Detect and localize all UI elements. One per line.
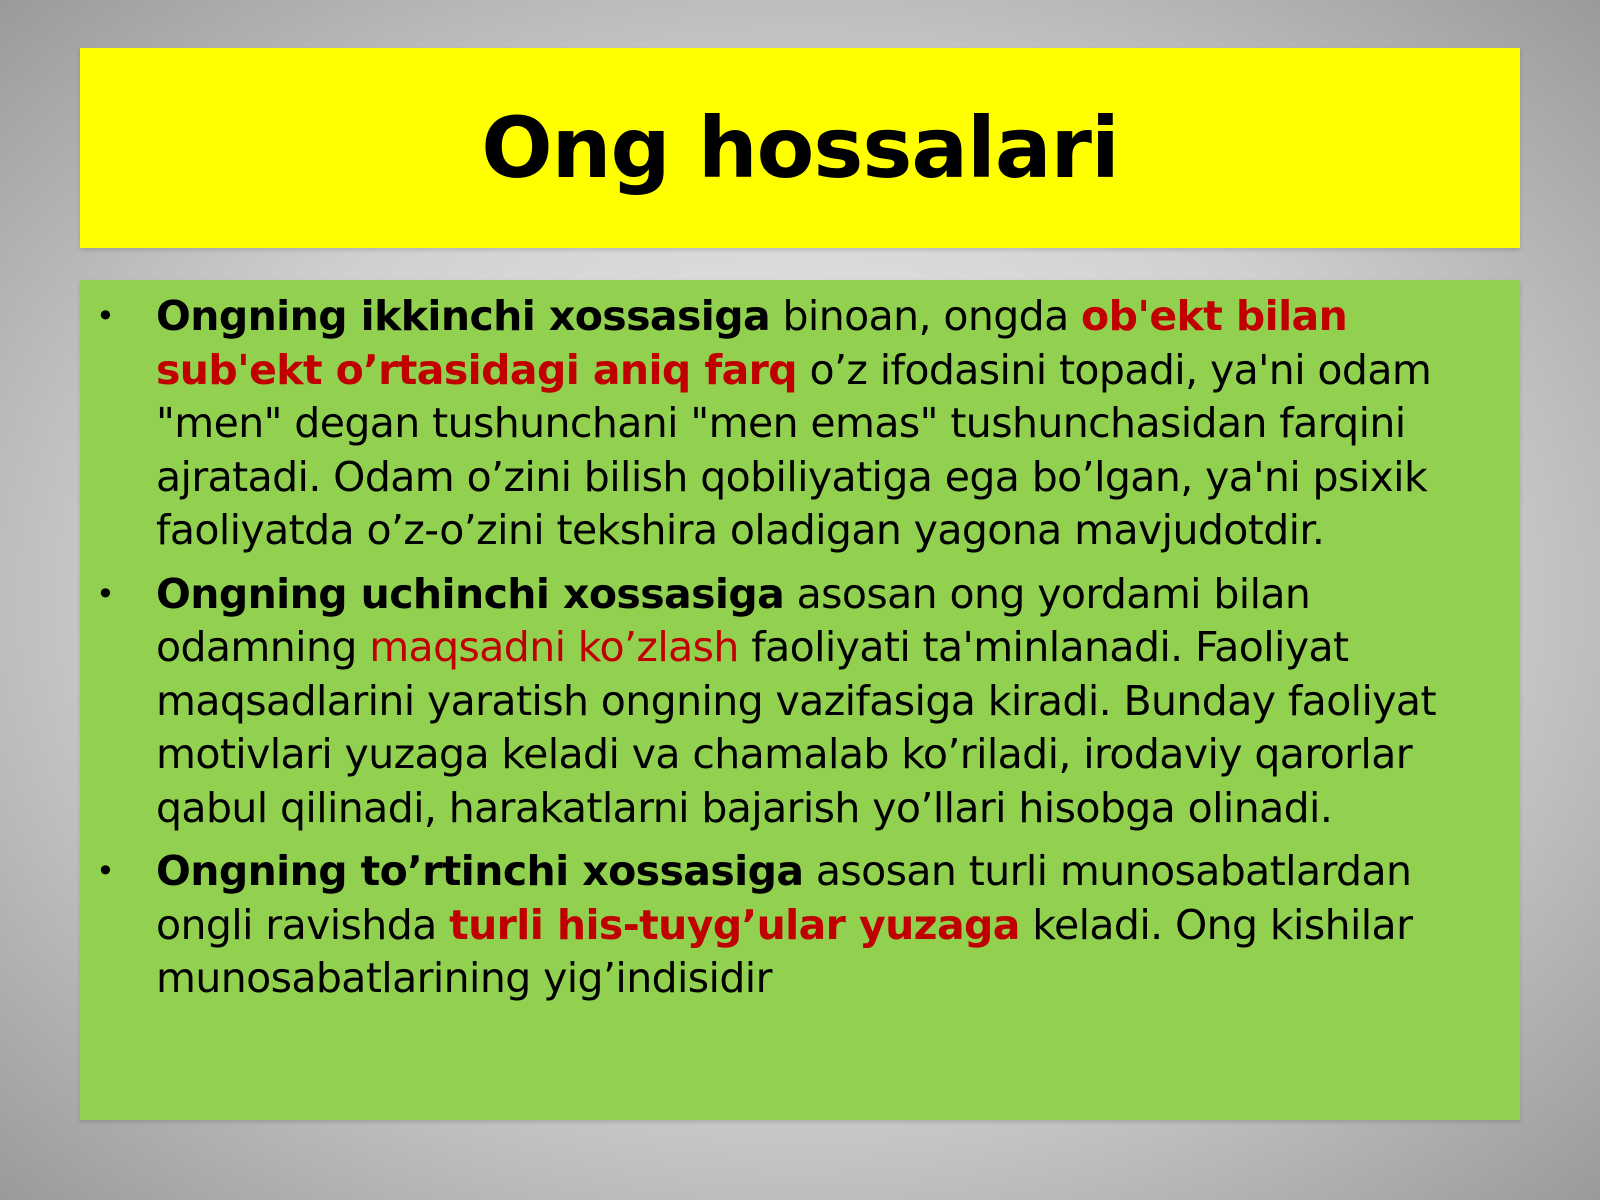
bullet-text: o’z ifodasini topadi, ya'ni odam "men" degan tushunchani "men emas" tushunchasidan farqini ajratadi. Odam o’zini bilish qobiliyatiga ega bo’lgan, ya'ni psixik faoliyatda o’z-o’zini tekshira oladigan yagona mavjudotdir. [156, 345, 1432, 554]
bullet-icon: • [96, 852, 115, 890]
bullet-text: keladi. Ong kishilar munosabatlarining yig’indisidir [156, 900, 1413, 1002]
content-panel [80, 280, 1520, 1120]
bullet-highlight: turli his-tuyg’ular yuzaga [449, 900, 1020, 949]
bullet-lead: Ongning ikkinchi xossasiga [156, 292, 771, 340]
bullet-text: asosan turli munosabatlardan ongli ravishda [156, 847, 1412, 949]
bullet-highlight: maqsadni ko’zlash [369, 623, 739, 671]
bullet-list [80, 280, 1520, 1006]
slide-title: Ong hossalari [481, 99, 1119, 197]
bullet-lead: Ongning uchinchi xossasiga [156, 569, 785, 618]
bullet-item-2 [80, 568, 1480, 836]
bullet-icon: • [96, 297, 115, 335]
bullet-text: faoliyati ta'minlanadi. Faoliyat maqsadlarini yaratish ongning vazifasiga kiradi. Bunday faoliyat motivlari yuzaga keladi va chamalab ko’riladi, irodaviy qarorlar qabul qilinadi, harakatlarni bajarish yo’llari hisobga olinadi. [156, 623, 1436, 832]
bullet-item-1 [80, 290, 1480, 558]
title-banner [80, 48, 1520, 248]
bullet-item-3 [80, 845, 1480, 1006]
bullet-text: asosan ong yordami bilan odamning [156, 569, 1311, 671]
bullet-icon: • [96, 574, 115, 613]
bullet-highlight: ob'ekt bilan sub'ekt o’rtasidagi aniq farq [156, 292, 1348, 394]
bullet-text: binoan, ongda [770, 292, 1082, 340]
bullet-lead: Ongning to’rtinchi xossasiga [156, 847, 804, 895]
